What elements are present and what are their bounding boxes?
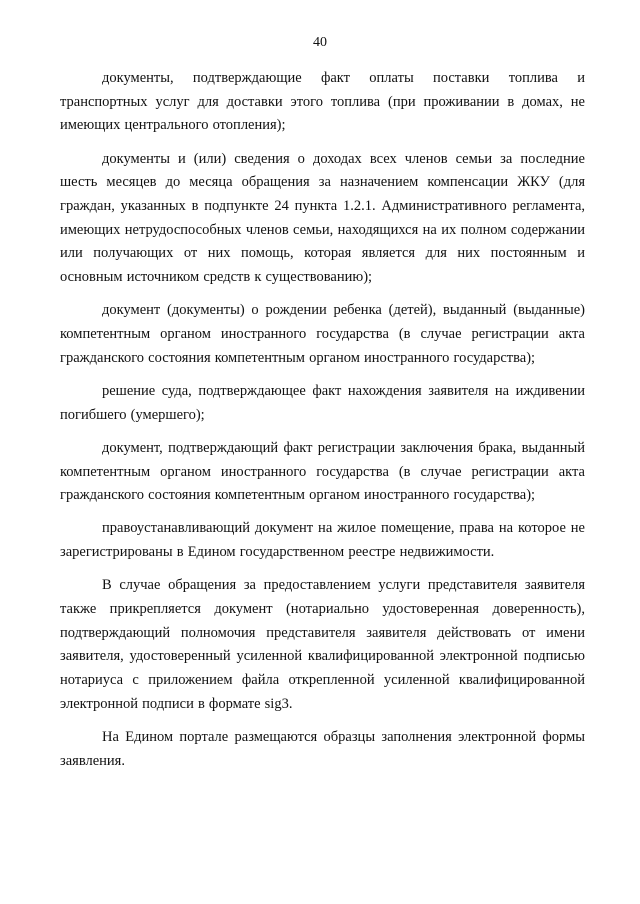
paragraph-court-decision: решение суда, подтверждающее факт нахождения заявителя на иждивении погибшего (умершего); [60,382,585,423]
paragraph-fuel-payment-documents: документы, подтверждающие факт оплаты поставки топлива и транспортных услуг для доставки этого топлива (при проживании в домах, не имеющих центрального отопления); [60,70,585,134]
paragraph-representative-power-of-attorney: В случае обращения за предоставлением услуги представителя заявителя также прикрепляется документ (нотариально удостоверенная доверенность), подтверждающий полномочия представителя заявителя действовать от имени заявителя, удостоверенный усиленной квалифицированной электронной подписью нотариуса с приложением файла открепленной усиленной квалифицированной электронной подписи в формате sig3. [60,577,585,712]
paragraph-marriage-registration: документ, подтверждающий факт регистрации заключения брака, выданный компетентным органом иностранного государства (в случае регистрации акта гражданского состояния компетентным органом иностранного государства); [60,439,585,504]
paragraph-child-birth-documents: документ (документы) о рождении ребенка (детей), выданный (выданные) компетентным органом иностранного государства (в случае регистрации акта гражданского состояния компетентным органом иностранного государства); [60,302,585,366]
page-number: 40 [313,35,327,50]
paragraph-property-title-document: правоустанавливающий документ на жилое помещение, права на которое не зарегистрированы в Едином государственном реестре недвижимости. [60,520,585,561]
paragraph-portal-form-samples: На Едином портале размещаются образцы заполнения электронной формы заявления. [60,729,585,769]
document-body [60,67,585,783]
paragraph-family-income-documents: документы и (или) сведения о доходах всех членов семьи за последние шесть месяцев до месяца обращения за назначением компенсации ЖКУ (для граждан, указанных в подпункте 24 пункта 1.2.1. Административного регламента, имеющих нетрудоспособных членов семьи, находящихся на их полном содержании или получающих от них помощь, которая является для них постоянным и основным источником средств к существованию); [60,150,585,286]
